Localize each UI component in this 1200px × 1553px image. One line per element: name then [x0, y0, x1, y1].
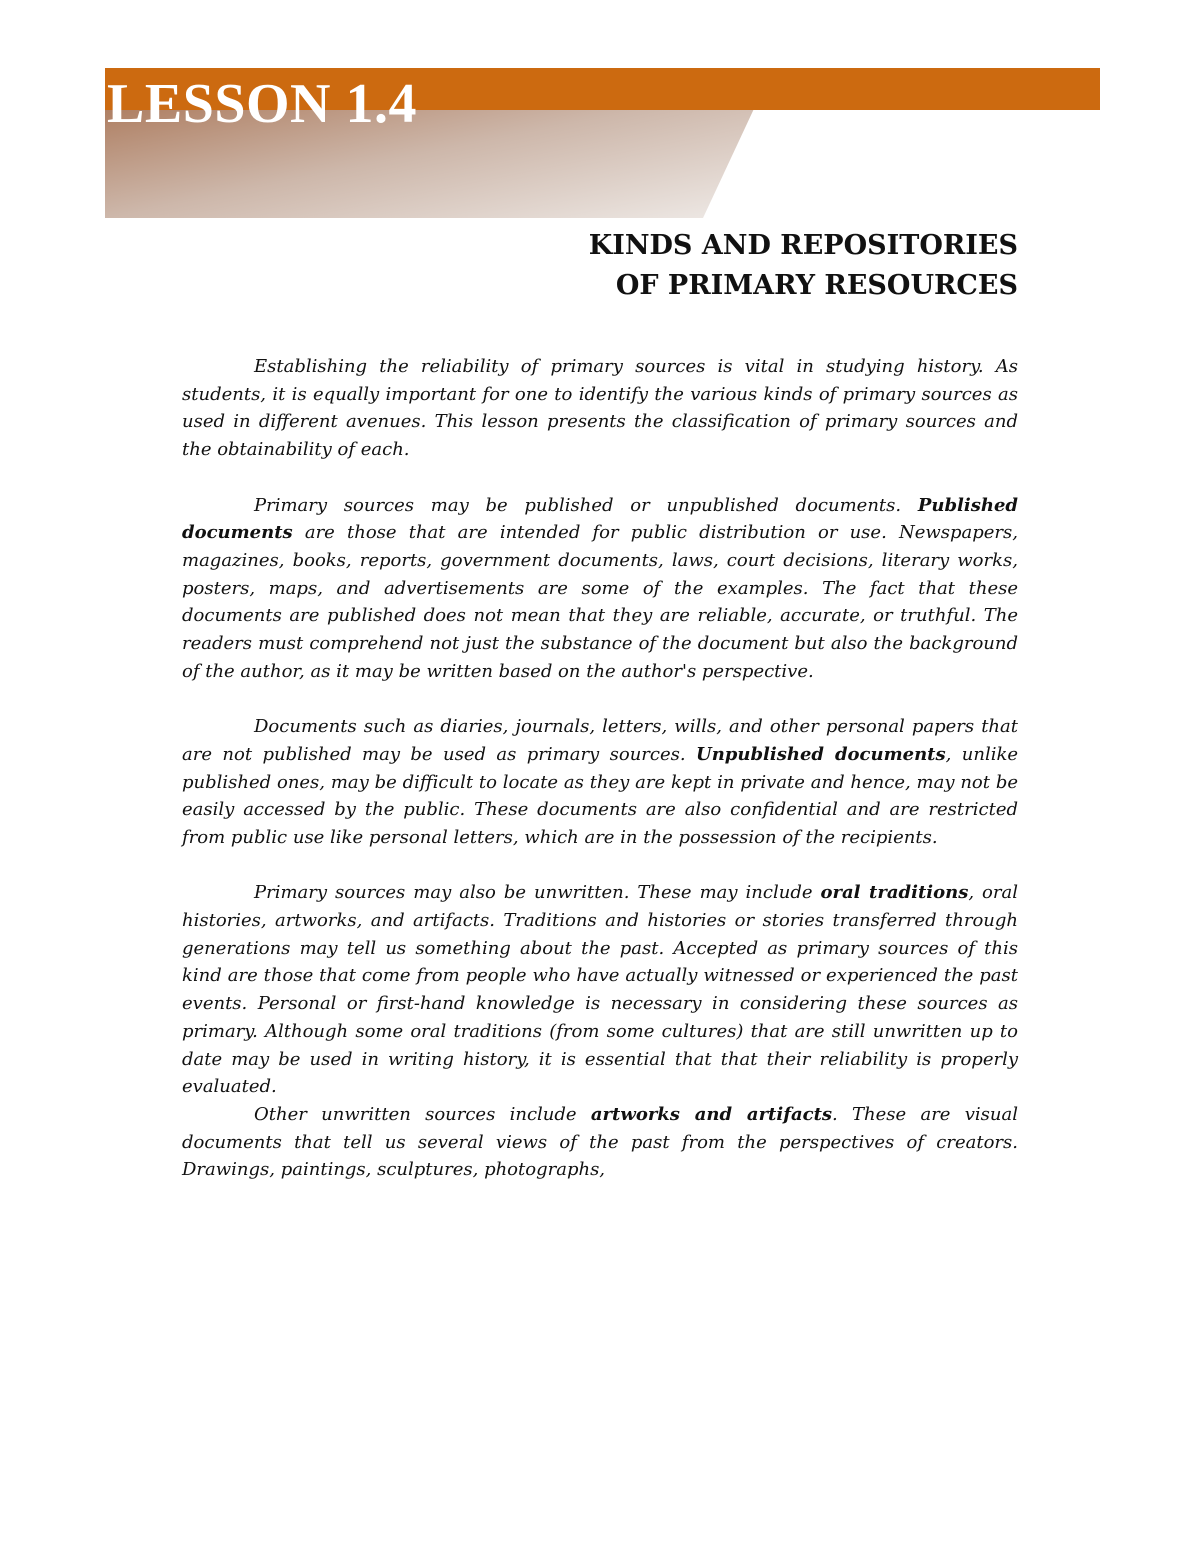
paragraph-artworks-text-1: Other unwritten sources include [254, 1103, 591, 1125]
paragraph-unwritten-text-1: Primary sources may also be unwritten. These may include [254, 882, 821, 904]
paragraph-published [182, 492, 1018, 686]
term-published-documents: Published documents [182, 494, 1018, 544]
lesson-body [182, 353, 1018, 1184]
paragraph-intro [182, 353, 1018, 464]
paragraph-published-text-1: Primary sources may be published or unpublished documents. [254, 494, 918, 516]
lesson-number: LESSON 1.4 [107, 73, 417, 135]
lesson-title [589, 226, 1018, 306]
paragraph-unwritten [182, 879, 1018, 1101]
paragraph-unpublished-text-2: , unlike published ones, may be difficult to locate as they are kept in private and hence, may not be easily accessed by the public. These documents are also confidential and are restricted from public use like personal letters, which are in the possession of the recipients. [182, 743, 1019, 848]
title-line-2: OF PRIMARY RESOURCES [615, 270, 1018, 301]
title-line-1: KINDS AND REPOSITORIES [588, 230, 1018, 261]
paragraph-intro-text: Establishing the reliability of primary sources is vital in studying history. As students, it is equally important for one to identify the various kinds of primary sources as used in different avenues. This lesson presents the classification of primary sources and the obtainability of each. [182, 356, 1018, 461]
term-oral-traditions: oral traditions [820, 882, 969, 904]
term-unpublished-documents: Unpublished documents [696, 743, 946, 765]
term-artworks-and-artifacts: artworks and artifacts [590, 1103, 833, 1125]
paragraph-unpublished [182, 713, 1018, 852]
paragraph-unwritten-text-2: , oral histories, artworks, and artifacts. Traditions and histories or stories transferred through generations may tell us something about the past. Accepted as primary sources of this kind are those that come from people who have actually witnessed or experienced the past events. Personal or first-hand knowledge is necessary in considering these sources as primary. Although some oral traditions (from some cultures) that are still unwritten up to date may be used in writing history, it is essential that that their reliability is properly evaluated. [182, 882, 1018, 1098]
paragraph-artworks [182, 1101, 1018, 1184]
paragraph-published-text-2: are those that are intended for public distribution or use. Newspapers, magazines, books, reports, government documents, laws, court decisions, literary works, posters, maps, and advertisements are some of the examples. The fact that these documents are published does not mean that they are reliable, accurate, or truthful. The readers must comprehend not just the substance of the document but also the background of the author, as it may be written based on the author's perspective. [182, 522, 1018, 682]
paragraph-artworks-text-2: . These are visual documents that tell us several views of the past from the perspectives of creators. Drawings, paintings, sculptures, photographs, [182, 1103, 1018, 1181]
paragraph-unpublished-text-1: Documents such as diaries, journals, letters, wills, and other personal papers that are not published may be used as primary sources. [182, 716, 1018, 765]
